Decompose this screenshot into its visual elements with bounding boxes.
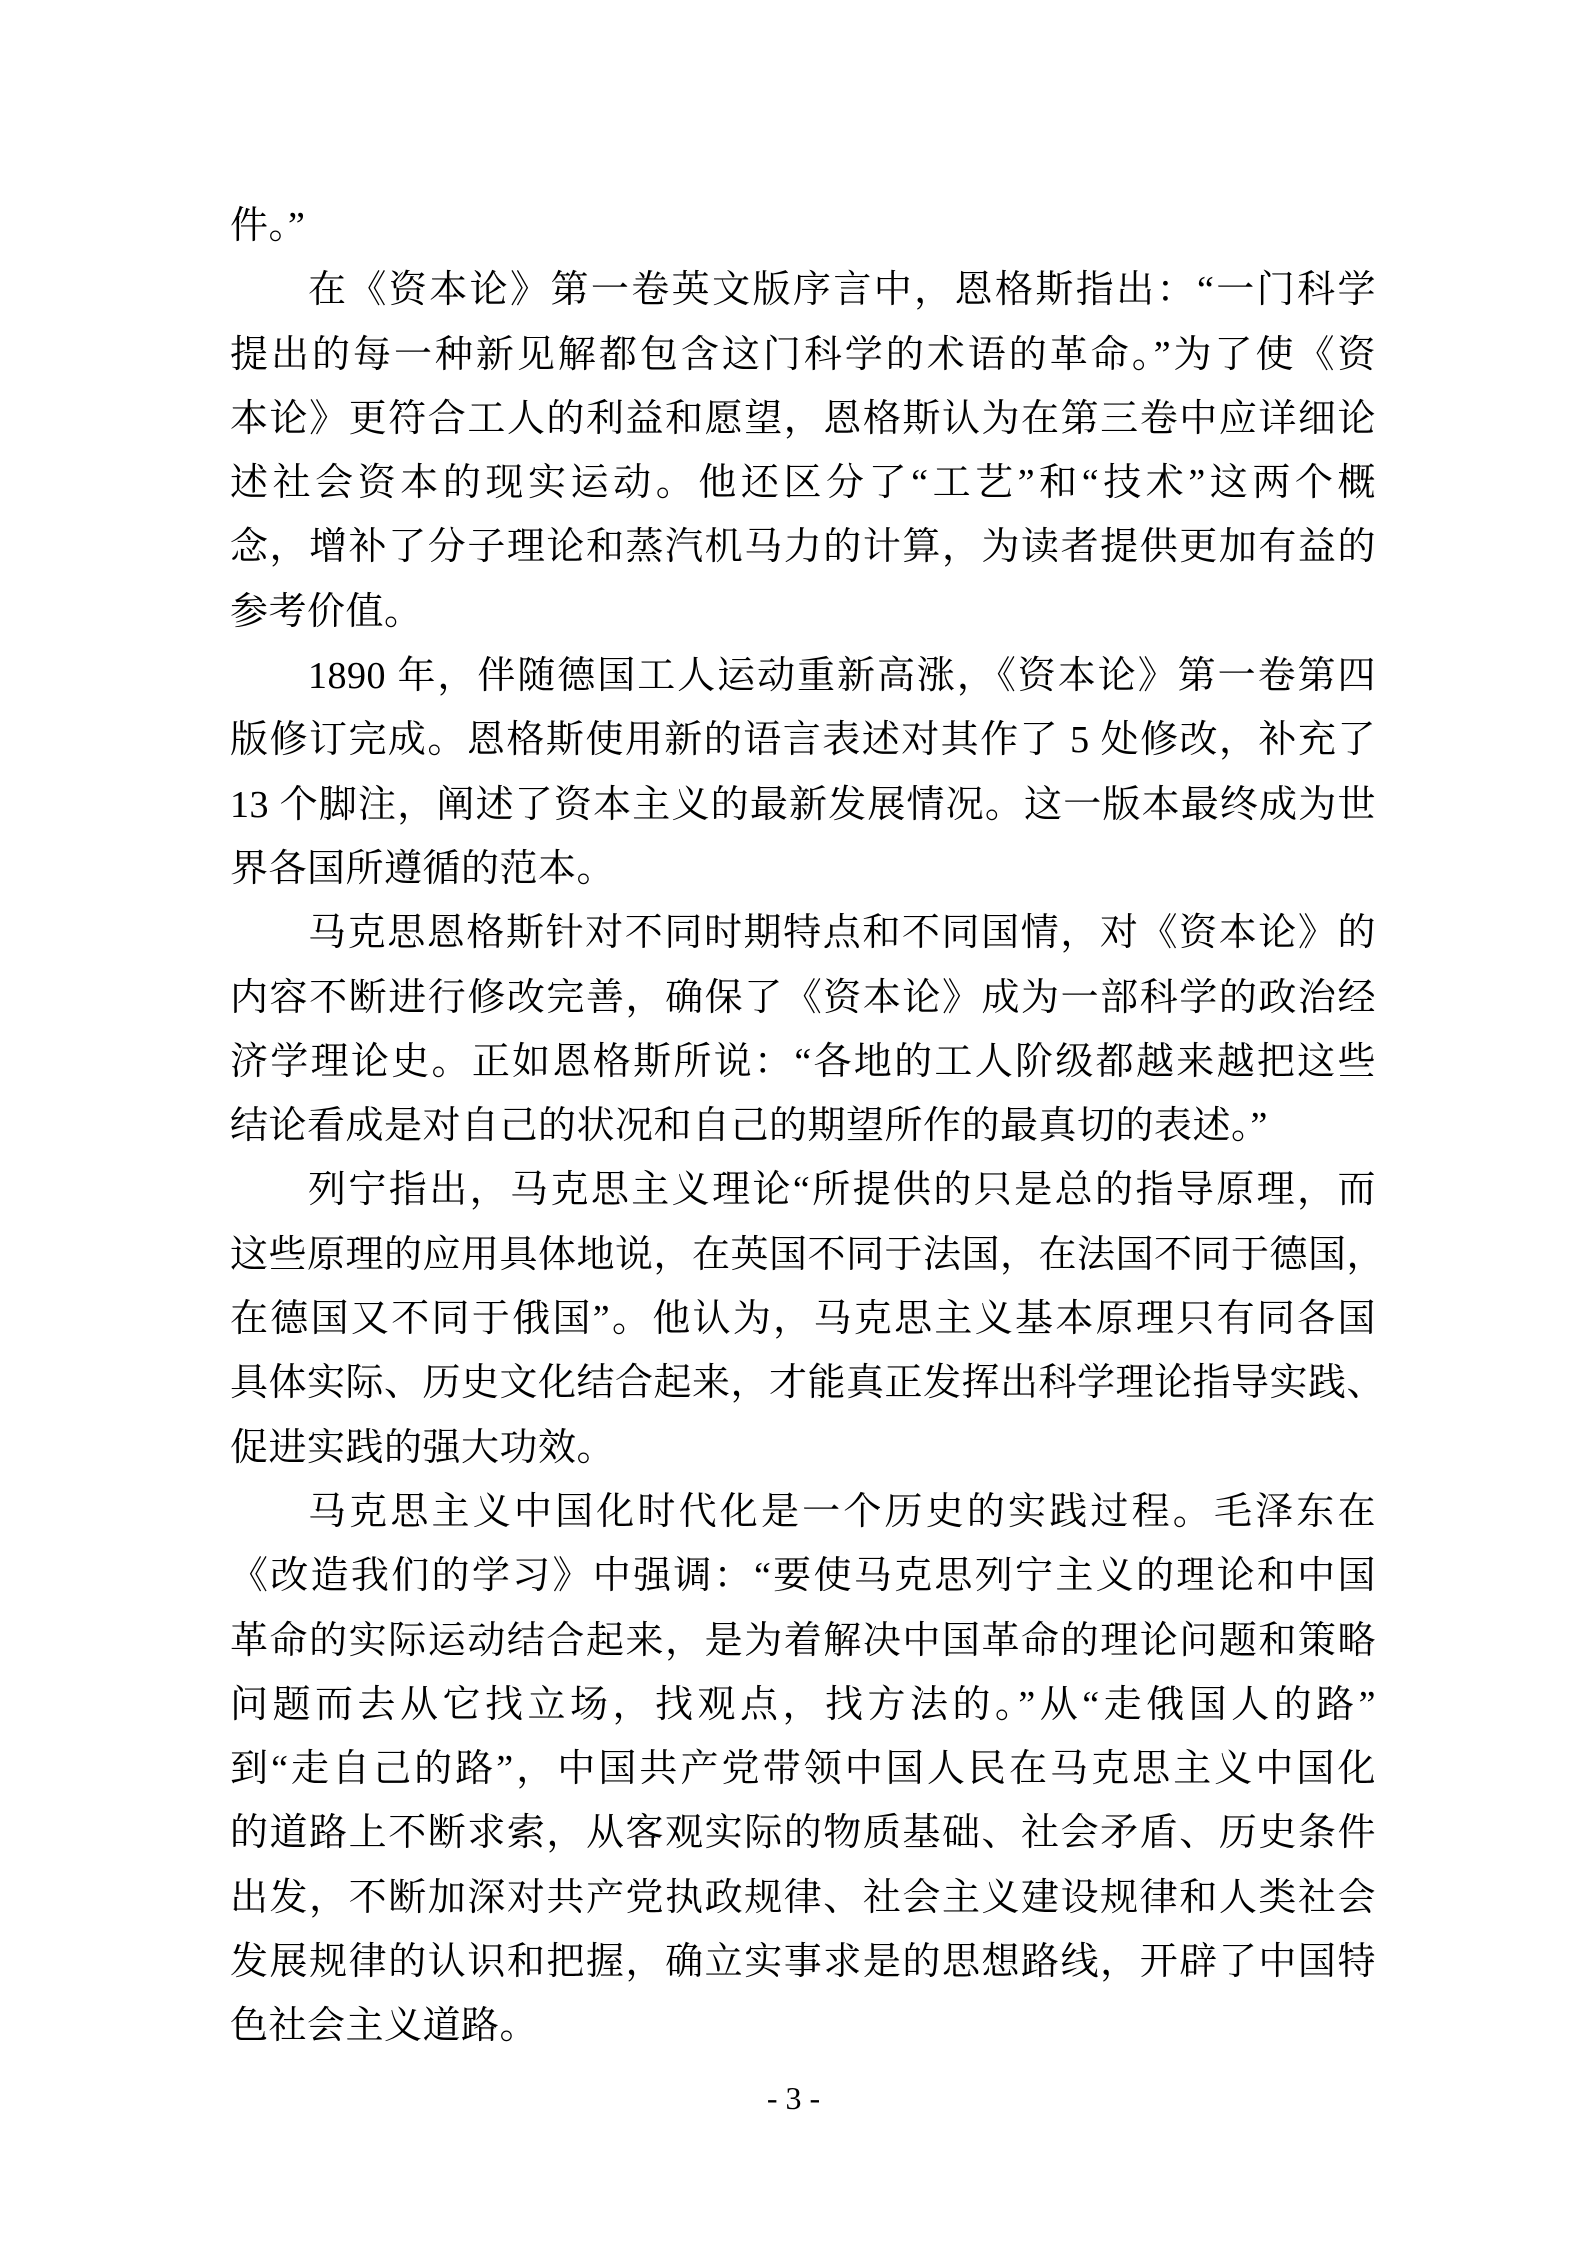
- text-line: 问题而去从它找立场，找观点，找方法的。”从“走俄国人的路”: [230, 1683, 1376, 1726]
- text-line: 革命的实际运动结合起来，是为着解决中国革命的理论问题和策略: [230, 1619, 1376, 1662]
- text-line: 济学理论史。正如恩格斯所说：“各地的工人阶级都越来越把这些: [230, 1040, 1376, 1083]
- text-line: 这些原理的应用具体地说，在英国不同于法国，在法国不同于德国，: [230, 1233, 1386, 1276]
- text-block: [230, 194, 1386, 2059]
- text-line: 到“走自己的路”，中国共产党带领中国人民在马克思主义中国化: [230, 1748, 1376, 1791]
- text-line: 提出的每一种新见解都包含这门科学的术语的革命。”为了使《资: [230, 333, 1376, 376]
- text-line: 色社会主义道路。: [230, 2005, 539, 2048]
- text-line: 的道路上不断求索，从客观实际的物质基础、社会矛盾、历史条件: [230, 1812, 1376, 1855]
- text-line: 列宁指出，马克思主义理论“所提供的只是总的指导原理，而: [308, 1169, 1376, 1212]
- text-line: 出发，不断加深对共产党执政规律、社会主义建设规律和人类社会: [230, 1876, 1376, 1919]
- text-line: 13 个脚注，阐述了资本主义的最新发展情况。这一版本最终成为世: [230, 783, 1376, 826]
- text-line: 件。”: [230, 205, 306, 247]
- text-line: 马克思主义中国化时代化是一个历史的实践过程。毛泽东在: [308, 1490, 1376, 1533]
- text-line: 在德国又不同于俄国”。他认为，马克思主义基本原理只有同各国: [230, 1298, 1376, 1341]
- text-line: 本论》更符合工人的利益和愿望，恩格斯认为在第三卷中应详细论: [230, 397, 1376, 440]
- text-line: 在《资本论》第一卷英文版序言中，恩格斯指出：“一门科学: [308, 269, 1376, 312]
- text-line: 1890 年，伴随德国工人运动重新高涨，《资本论》第一卷第四: [308, 655, 1376, 698]
- text-line: 促进实践的强大功效。: [230, 1426, 616, 1469]
- text-line: 具体实际、历史文化结合起来，才能真正发挥出科学理论指导实践、: [230, 1362, 1386, 1405]
- text-line: 述社会资本的现实运动。他还区分了“工艺”和“技术”这两个概: [230, 462, 1376, 505]
- text-line: 《改造我们的学习》中强调：“要使马克思列宁主义的理论和中国: [230, 1555, 1376, 1598]
- page-footer: [0, 2076, 1587, 2120]
- text-line: 版修订完成。恩格斯使用新的语言表述对其作了 5 处修改，补充了: [230, 719, 1376, 762]
- text-line: 发展规律的认识和把握，确立实事求是的思想路线，开辟了中国特: [230, 1941, 1376, 1984]
- text-line: 结论看成是对自己的状况和自己的期望所作的最真切的表述。”: [230, 1105, 1268, 1148]
- text-line: 内容不断进行修改完善，确保了《资本论》成为一部科学的政治经: [230, 976, 1376, 1019]
- text-line: 界各国所遵循的范本。: [230, 847, 616, 890]
- page-number: - 3 -: [766, 2080, 821, 2116]
- text-line: 念，增补了分子理论和蒸汽机马力的计算，为读者提供更加有益的: [230, 526, 1376, 569]
- text-line: 参考价值。: [230, 590, 423, 633]
- text-line: 马克思恩格斯针对不同时期特点和不同国情，对《资本论》的: [308, 912, 1376, 955]
